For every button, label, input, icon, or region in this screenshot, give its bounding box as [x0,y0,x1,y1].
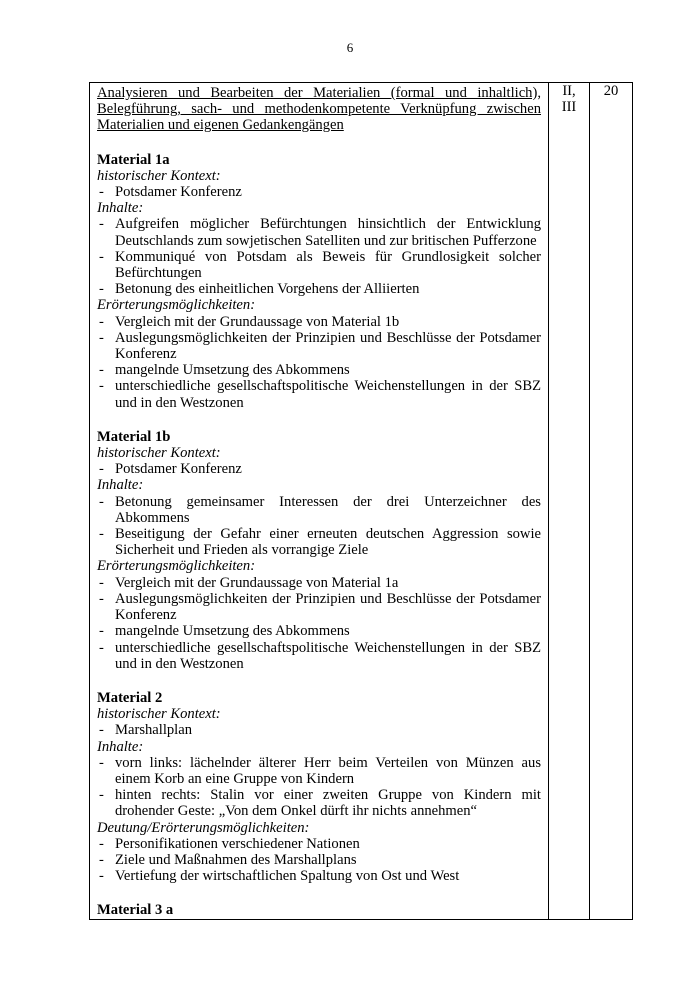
list-item: - mangelnde Umsetzung des Abkommens [97,623,541,639]
list-item: - Betonung gemeinsamer Interessen der drei Unterzeichner des Abkommens [97,494,541,526]
page-number: 6 [346,40,354,55]
list-item: - hinten rechts: Stalin vor einer zweiten Gruppe von Kindern mit drohender Geste: „Von dem Onkel dürft ihr nichts annehmen“ [97,787,541,819]
list-item: - Betonung des einheitlichen Vorgehens der Alliierten [97,281,541,297]
points-value: 20 [603,83,619,99]
category-label: Erörterungsmöglichkeiten: [97,297,256,314]
bullet-list [97,184,541,200]
list-item: - unterschiedliche gesellschaftspolitische Weichenstellungen in der SBZ und in den Westzonen [97,640,541,672]
points-cell [590,83,633,920]
section-spacer [97,884,541,901]
section-spacer [97,411,541,428]
list-item: - mangelnde Umsetzung des Abkommens [97,362,541,378]
category-label: Deutung/Erörterungsmöglichkeiten: [97,819,310,836]
bullet-list [97,216,541,297]
list-item: - Potsdamer Konferenz [97,184,541,200]
section-spacer [97,672,541,689]
list-item: - Ziele und Maßnahmen des Marshallplans [97,852,541,868]
bullet-list [97,575,541,672]
list-item: - Auslegungsmöglichkeiten der Prinzipien und Beschlüsse der Potsdamer Konferenz [97,330,541,362]
list-item: - Beseitigung der Gefahr einer erneuten deutschen Aggression sowie Sicherheit und Frieden als vorrangige Ziele [97,526,541,558]
list-item: - Kommuniqué von Potsdam als Beweis für Grundlosigkeit solcher Befürchtungen [97,249,541,281]
bullet-list [97,494,541,559]
material-title: Material 1a [97,151,170,168]
bullet-list [97,722,541,738]
category-label: historischer Kontext: [97,706,221,723]
list-item: - Potsdamer Konferenz [97,461,541,477]
section-spacer [97,134,541,151]
list-item: - Vergleich mit der Grundaussage von Material 1b [97,314,541,330]
list-item: - Marshallplan [97,722,541,738]
material-title: Material 2 [97,689,163,706]
list-item: - Personifikationen verschiedener Nationen [97,836,541,852]
list-item: - Vertiefung der wirtschaftlichen Spaltung von Ost und West [97,868,541,884]
bullet-list [97,836,541,885]
category-label: Inhalte: [97,738,144,755]
assessment-table [89,82,633,920]
category-label: Inhalte: [97,477,144,494]
requirement-level: II, III [561,83,577,116]
material-title: Material 3 a [97,902,174,919]
list-item: - vorn links: lächelnder älterer Herr beim Verteilen von Münzen aus einem Korb an eine Gruppe von Kindern [97,755,541,787]
table-row [90,83,633,920]
list-item: - Vergleich mit der Grundaussage von Material 1a [97,575,541,591]
bullet-list [97,461,541,477]
intro-text: Analysieren und Bearbeiten der Materialien (formal und inhaltlich), Belegführung, sach- und methodenkompetente Verknüpfung zwischen Materialien und eigenen Gedankengängen [97,85,541,134]
expectations-cell [90,83,549,920]
list-item: - Auslegungsmöglichkeiten der Prinzipien und Beschlüsse der Potsdamer Konferenz [97,591,541,623]
bullet-list [97,755,541,820]
list-item: - unterschiedliche gesellschaftspolitische Weichenstellungen in der SBZ und in den Westzonen [97,378,541,410]
list-item: - Aufgreifen möglicher Befürchtungen hinsichtlich der Entwicklung Deutschlands zum sowjetischen Satelliten und zur britischen Pufferzone [97,216,541,248]
category-label: historischer Kontext: [97,445,221,462]
bullet-list [97,314,541,411]
materials-list [97,134,541,919]
category-label: Inhalte: [97,200,144,217]
requirement-level-cell [549,83,590,920]
category-label: historischer Kontext: [97,167,221,184]
category-label: Erörterungsmöglichkeiten: [97,558,256,575]
material-title: Material 1b [97,428,171,445]
